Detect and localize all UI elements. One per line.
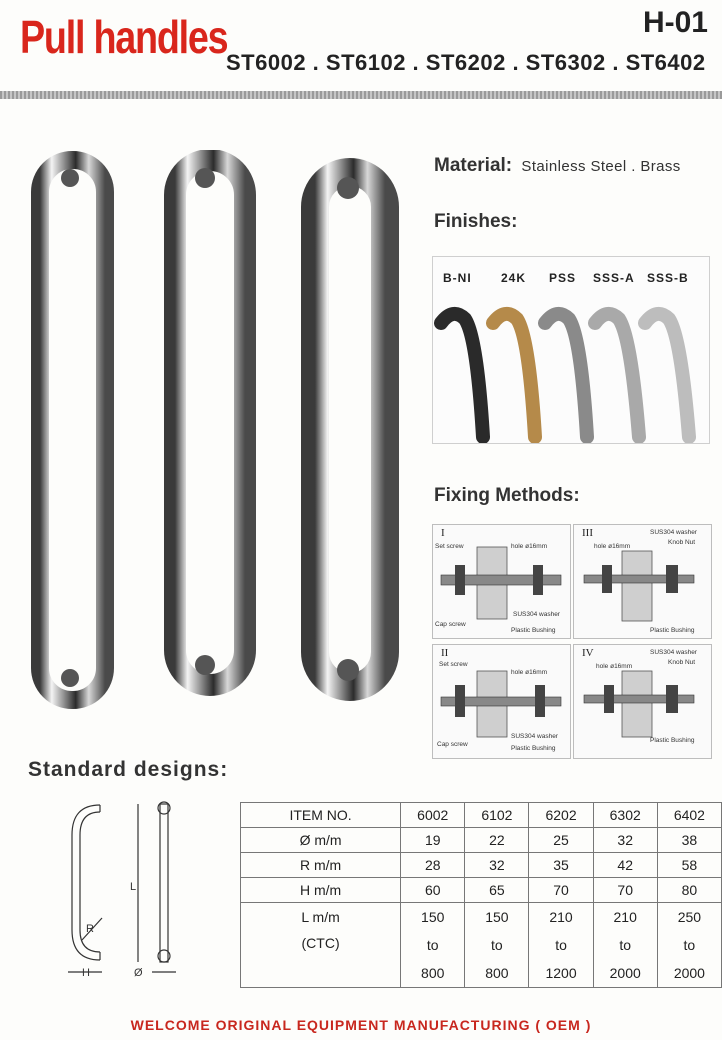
fixing-label: SUS304 washer xyxy=(511,733,558,740)
fixing-label: Plastic Bushing xyxy=(650,627,695,634)
fixing-panel-number: III xyxy=(582,527,593,539)
table-cell: R m/m xyxy=(241,853,401,878)
fixing-label: Knob Nut xyxy=(668,539,696,546)
page-title: Pull handles xyxy=(20,11,228,63)
fixing-panel-2 xyxy=(432,644,571,759)
fixing-label: hole ø16mm xyxy=(511,669,548,676)
fixing-panel-number: IV xyxy=(582,647,594,659)
fixing-label: Plastic Bushing xyxy=(511,745,556,752)
table-cell: 6002 xyxy=(401,803,465,828)
length-sublabel: (CTC) xyxy=(301,935,340,951)
finish-label-sss-a: SSS-A xyxy=(593,271,635,285)
table-cell: 150 to 800 xyxy=(465,903,529,988)
table-cell: 70 xyxy=(593,878,657,903)
table-row xyxy=(241,828,722,853)
finish-label-sss-b: SSS-B xyxy=(647,271,689,285)
standard-designs-heading: Standard designs: xyxy=(28,758,229,781)
table-cell: Ø m/m xyxy=(241,828,401,853)
fixing-label: Cap screw xyxy=(437,741,468,748)
table-row-length xyxy=(241,903,722,988)
table-cell: 6102 xyxy=(465,803,529,828)
fixing-label: SUS304 washer xyxy=(513,611,560,618)
table-cell: 58 xyxy=(657,853,721,878)
table-cell: 250 to 2000 xyxy=(657,903,721,988)
fixing-panel-number: I xyxy=(441,527,445,539)
dimension-diagram xyxy=(60,800,190,980)
product-photo xyxy=(30,150,410,710)
table-cell xyxy=(241,903,401,988)
spec-table xyxy=(240,802,722,988)
fixing-diagram xyxy=(574,525,711,638)
fixing-label: Set screw xyxy=(435,543,464,550)
table-cell: 42 xyxy=(593,853,657,878)
table-cell: 38 xyxy=(657,828,721,853)
fixing-label: hole ø16mm xyxy=(511,543,548,550)
table-cell: 6202 xyxy=(529,803,593,828)
finishes-swatch-panel xyxy=(432,256,710,444)
fixing-label: SUS304 washer xyxy=(650,649,697,656)
finish-swatch-b-ni xyxy=(441,314,483,437)
table-header-row xyxy=(241,803,722,828)
material-line xyxy=(434,155,681,177)
table-cell: 28 xyxy=(401,853,465,878)
fixing-label: Plastic Bushing xyxy=(511,627,556,634)
fixing-label: Knob Nut xyxy=(668,659,696,666)
handle-small xyxy=(40,160,105,700)
finishes-heading: Finishes: xyxy=(434,211,518,232)
table-cell: 150 to 800 xyxy=(401,903,465,988)
dim-h-label: H xyxy=(82,967,90,979)
table-cell: 19 xyxy=(401,828,465,853)
handle-medium xyxy=(175,160,245,685)
fixing-panel-number: II xyxy=(441,647,449,659)
fixing-label: Set screw xyxy=(439,661,468,668)
fixing-panel-1 xyxy=(432,524,571,639)
table-cell: 80 xyxy=(657,878,721,903)
fixing-label: hole ø16mm xyxy=(594,543,631,550)
fixing-diagram xyxy=(433,645,570,758)
table-row xyxy=(241,878,722,903)
fixing-panel-3 xyxy=(573,524,712,639)
material-value: Stainless Steel . Brass xyxy=(521,158,681,175)
fixing-methods-heading: Fixing Methods: xyxy=(434,485,580,506)
table-cell: 6402 xyxy=(657,803,721,828)
fixing-diagram xyxy=(574,645,711,758)
table-cell: ITEM NO. xyxy=(241,803,401,828)
model-list: ST6002 . ST6102 . ST6202 . ST6302 . ST6402 xyxy=(226,50,706,75)
fixing-label: SUS304 washer xyxy=(650,529,697,536)
table-cell: 210 to 1200 xyxy=(529,903,593,988)
finish-swatch-sss-a xyxy=(595,314,639,437)
table-cell: 210 to 2000 xyxy=(593,903,657,988)
table-cell: 32 xyxy=(465,853,529,878)
table-cell: 6302 xyxy=(593,803,657,828)
finish-label-b-ni: B-NI xyxy=(443,271,472,285)
finish-swatch-sss-b xyxy=(645,314,689,437)
dim-d-label: Ø xyxy=(134,967,143,979)
material-label: Material: xyxy=(434,155,513,176)
table-cell: 25 xyxy=(529,828,593,853)
finish-label-pss: PSS xyxy=(549,271,577,285)
table-cell: H m/m xyxy=(241,878,401,903)
fixing-panel-4 xyxy=(573,644,712,759)
handle-large xyxy=(315,172,385,687)
dim-l-label: L xyxy=(130,881,137,893)
fixing-label: Plastic Bushing xyxy=(650,737,695,744)
finish-label-24k: 24K xyxy=(501,271,527,285)
table-cell: 35 xyxy=(529,853,593,878)
table-cell: 65 xyxy=(465,878,529,903)
finish-swatch-pss xyxy=(545,314,587,437)
table-cell: 22 xyxy=(465,828,529,853)
header-divider xyxy=(0,91,722,99)
fixing-diagram xyxy=(433,525,570,638)
finish-swatch-24k xyxy=(493,314,535,437)
table-cell: 70 xyxy=(529,878,593,903)
catalog-code: H-01 xyxy=(642,6,708,39)
table-cell: 60 xyxy=(401,878,465,903)
dim-r-label: R xyxy=(86,923,94,935)
fixing-label: Cap screw xyxy=(435,621,466,628)
footer-oem-text: WELCOME ORIGINAL EQUIPMENT MANUFACTURING ( OEM ) xyxy=(130,1017,592,1033)
table-row xyxy=(241,853,722,878)
table-cell: 32 xyxy=(593,828,657,853)
length-label: L m/m xyxy=(301,909,340,925)
fixing-label: hole ø16mm xyxy=(596,663,633,670)
finish-swatches xyxy=(433,297,709,443)
